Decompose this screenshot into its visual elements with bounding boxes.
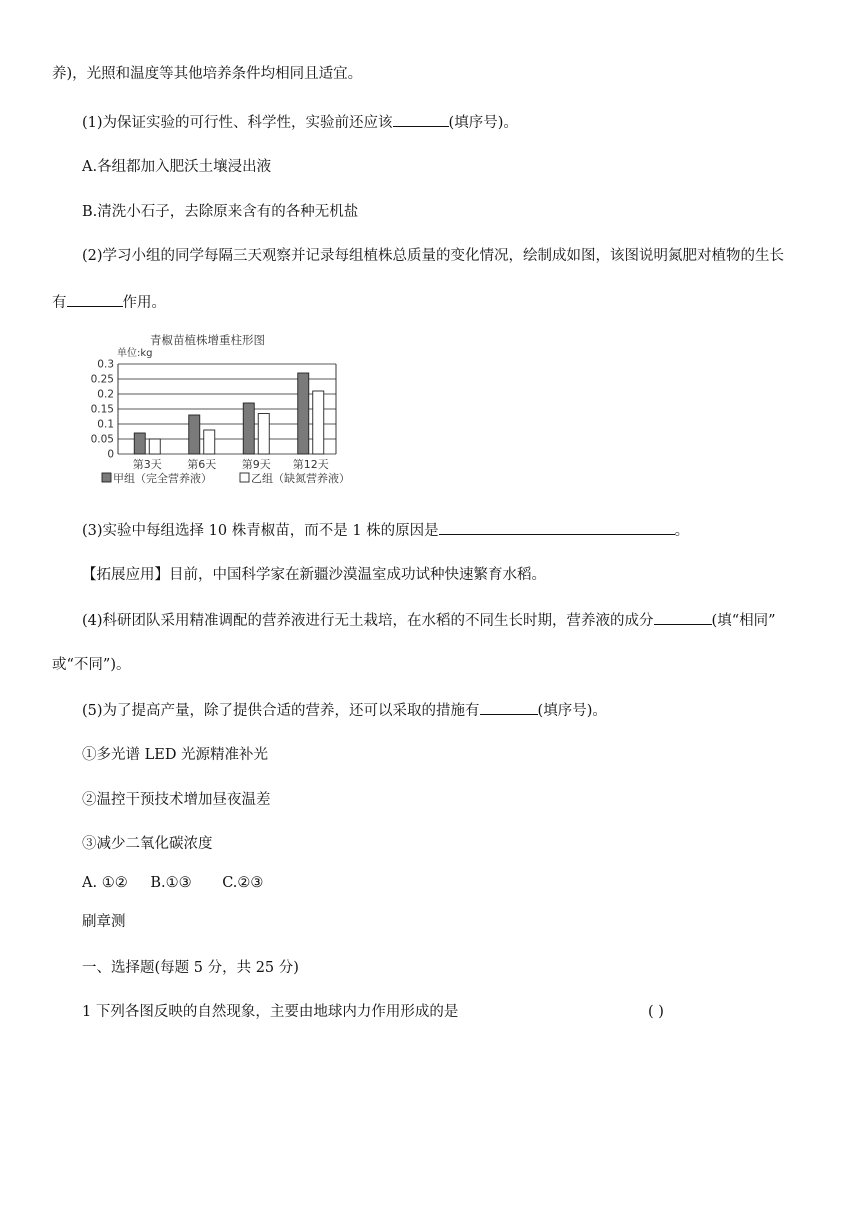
- legend-swatch: [102, 473, 111, 482]
- answer-blank-4[interactable]: [654, 610, 712, 625]
- bar-yi-1: [149, 439, 160, 454]
- chart-bars: [134, 373, 324, 454]
- legend-label: 甲组（完全营养液）: [113, 472, 212, 485]
- bar-jia-4: [298, 373, 309, 454]
- chapter-heading: 刷章测: [82, 914, 126, 930]
- text-line-1: 养)，光照和温度等其他培养条件均相同且适宜。: [52, 66, 363, 82]
- question-3: [82, 520, 689, 541]
- question-3-suffix: 。: [674, 523, 690, 539]
- bar-yi-4: [313, 391, 324, 454]
- bar-yi-3: [258, 414, 269, 455]
- answer-blank-5[interactable]: [480, 700, 538, 715]
- question-2-prefix: 有: [52, 295, 67, 311]
- measure-3: ③减少二氧化碳浓度: [82, 836, 213, 852]
- answer-bracket[interactable]: ( ): [648, 1004, 664, 1020]
- answer-choices: [82, 873, 263, 893]
- bar-yi-2: [204, 430, 215, 454]
- x-tick-label: 第3天: [132, 458, 162, 471]
- y-tick-label: 0.15: [90, 403, 114, 416]
- chart-unit-label: 单位:kg: [117, 348, 153, 359]
- bar-jia-2: [189, 415, 200, 454]
- x-tick-label: 第9天: [241, 458, 271, 471]
- question-4-suffix: (填“相同”: [711, 613, 776, 629]
- answer-blank-2[interactable]: [67, 292, 123, 307]
- y-tick-label: 0.2: [97, 388, 114, 401]
- y-tick-label: 0.3: [97, 358, 114, 371]
- x-axis-labels: [133, 458, 329, 471]
- y-tick-label: 0.1: [97, 418, 114, 431]
- expand-application: 【拓展应用】目前，中国科学家在新疆沙漠温室成功试种快速繁育水稻。: [82, 567, 546, 583]
- question-5-suffix: (填序号)。: [537, 703, 607, 719]
- y-axis-ticks: [91, 359, 114, 461]
- bar-jia-3: [243, 403, 254, 454]
- question-3-text: (3)实验中每组选择 10 株青椒苗，而不是 1 株的原因是: [82, 523, 439, 539]
- legend-label: 乙组（缺氮营养液）: [251, 472, 350, 485]
- answer-blank-3[interactable]: [439, 520, 675, 535]
- y-tick-label: 0.25: [90, 373, 114, 386]
- option-b: B.清洗小石子，去除原来含有的各种无机盐: [82, 204, 359, 220]
- y-tick-label: 0.05: [90, 433, 114, 446]
- chart-legend: [102, 471, 350, 485]
- question-5: [82, 700, 607, 721]
- answer-blank-1[interactable]: [393, 112, 449, 127]
- choice-c: C.②③: [222, 875, 264, 891]
- question-1-text: (1)为保证实验的可行性、科学性，实验前还应该: [82, 115, 393, 131]
- question-4-continued: 或“不同”)。: [52, 657, 131, 673]
- question-1-suffix: (填序号)。: [448, 115, 518, 131]
- x-tick-label: 第12天: [292, 458, 329, 471]
- question-6: 1 下列各图反映的自然现象，主要由地球内力作用形成的是: [82, 1004, 459, 1020]
- option-a: A.各组都加入肥沃土壤浸出液: [82, 159, 272, 175]
- question-1: [82, 112, 518, 133]
- question-5-text: (5)为了提高产量，除了提供合适的营养，还可以采取的措施有: [82, 703, 480, 719]
- legend-swatch: [240, 473, 249, 482]
- bar-jia-1: [134, 433, 145, 454]
- question-2: (2)学习小组的同学每隔三天观察并记录每组植株总质量的变化情况，绘制成如图，该图说明氮肥对植物的生长: [82, 248, 785, 264]
- chart-title: 青椒苗植株增重柱形图: [150, 333, 265, 347]
- choice-a: A. ①②: [82, 875, 128, 891]
- x-tick-label: 第6天: [187, 458, 217, 471]
- bar-chart: [88, 330, 388, 500]
- question-2-suffix: 作用。: [122, 295, 166, 311]
- question-4: [82, 610, 776, 631]
- question-4-text: (4)科研团队采用精准调配的营养液进行无土栽培，在水稻的不同生长时期，营养液的成分: [82, 613, 654, 629]
- choice-b: B.①③: [150, 875, 192, 891]
- question-2-continued: [52, 292, 166, 313]
- measure-1: ①多光谱 LED 光源精准补光: [82, 747, 269, 763]
- section-heading: 一、选择题(每题 5 分，共 25 分): [82, 960, 299, 976]
- y-tick-label: 0: [107, 448, 114, 461]
- measure-2: ②温控干预技术增加昼夜温差: [82, 792, 271, 808]
